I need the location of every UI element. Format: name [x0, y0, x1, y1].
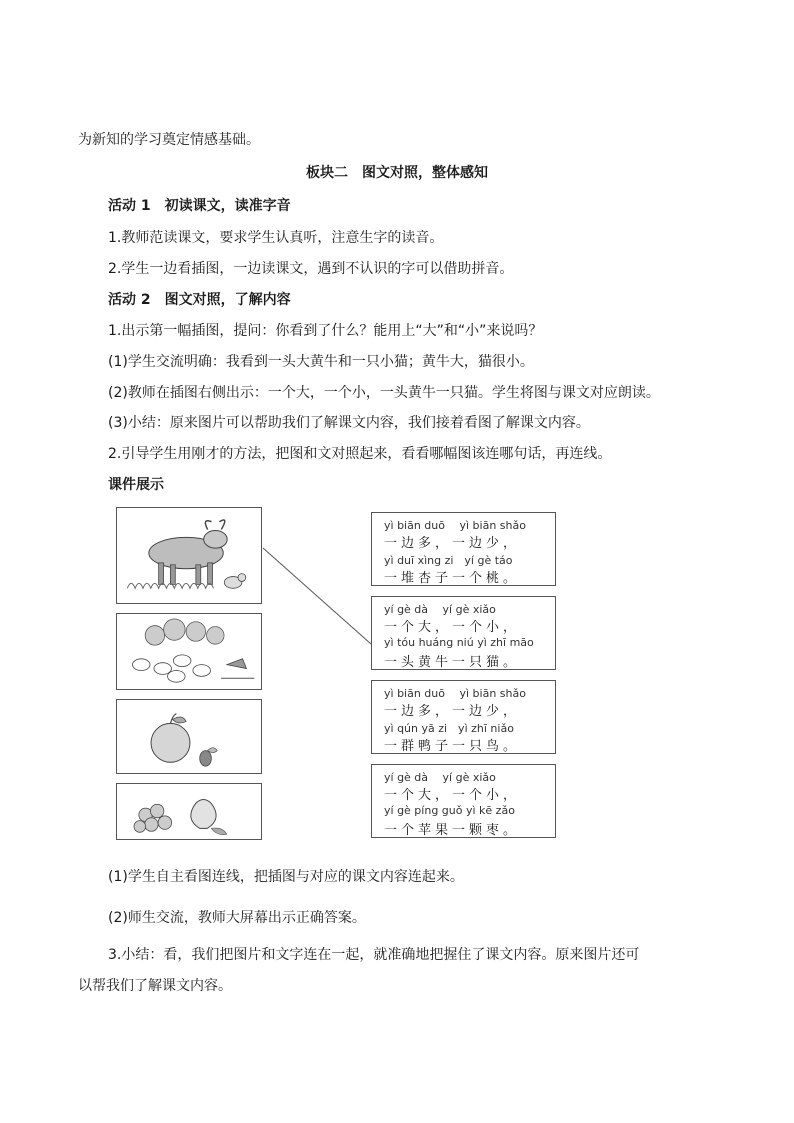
card2-pinyin-1: yí gè dà yí gè xiǎo [384, 603, 496, 616]
activity1-step-2: 2.学生一边看插图，一边读课文，遇到不认识的字可以借助拼音。 [108, 261, 514, 277]
card1-hanzi-1: 一边多，一边少， [384, 536, 521, 551]
activity2-step-1b: (2)教师在插图右侧出示：一个大，一个小，一头黄牛一只猫。学生将图与课文对应朗读。 [108, 385, 660, 401]
card3-pinyin-2: yì qún yā zi yì zhī niǎo [384, 722, 514, 735]
card3-hanzi-2: 一群鸭子一只鸟。 [384, 739, 521, 754]
card3-pinyin-1: yì biān duō yì biān shǎo [384, 687, 526, 700]
summary-line-2: 以帮我们了解课文内容。 [78, 978, 232, 994]
text-card-4 [371, 764, 556, 838]
card1-hanzi-2: 一堆杏子一个桃。 [384, 571, 521, 586]
activity1-title: 活动 1 初读课文，读准字音 [108, 198, 291, 214]
section-title: 板块二 图文对照，整体感知 [306, 165, 488, 181]
card2-hanzi-2: 一头黄牛一只猫。 [384, 655, 521, 670]
card1-pinyin-1: yì biān duō yì biān shǎo [384, 519, 526, 532]
text-card-3 [371, 680, 556, 754]
summary-line-1: 3.小结：看，我们把图片和文字连在一起，就准确地把握住了课文内容。原来图片还可 [108, 947, 640, 963]
activity1-step-1: 1.教师范读课文，要求学生认真听，注意生字的读音。 [108, 230, 444, 246]
activity2-title: 活动 2 图文对照，了解内容 [108, 292, 291, 308]
text-card-1 [371, 512, 556, 586]
after-step-1: (1)学生自主看图连线，把插图与对应的课文内容连起来。 [108, 869, 464, 885]
text-card-2 [371, 596, 556, 670]
card1-pinyin-2: yì duī xìng zi yí gè táo [384, 554, 513, 567]
intro-text: 为新知的学习奠定情感基础。 [78, 132, 260, 148]
activity2-step-1a: (1)学生交流明确：我看到一头大黄牛和一只小猫；黄牛大，猫很小。 [108, 354, 534, 370]
after-step-2: (2)师生交流，教师大屏幕出示正确答案。 [108, 910, 366, 926]
card4-hanzi-2: 一个苹果一颗枣。 [384, 823, 521, 838]
courseware-label: 课件展示 [108, 477, 164, 493]
card2-hanzi-1: 一个大，一个小， [384, 620, 521, 635]
card4-pinyin-1: yí gè dà yí gè xiǎo [384, 771, 496, 784]
card4-hanzi-1: 一个大，一个小， [384, 788, 521, 803]
card3-hanzi-1: 一边多，一边少， [384, 704, 521, 719]
activity2-step-2: 2.引导学生用刚才的方法，把图和文对照起来，看看哪幅图该连哪句话，再连线。 [108, 446, 612, 462]
activity2-step-1: 1.出示第一幅插图，提问：你看到了什么？能用上“大”和“小”来说吗？ [108, 323, 543, 339]
card4-pinyin-2: yí gè píng guǒ yì kē zǎo [384, 804, 515, 817]
card2-pinyin-2: yì tóu huáng niú yì zhī māo [384, 636, 534, 649]
activity2-step-1c: (3)小结：原来图片可以帮助我们了解课文内容，我们接着看图了解课文内容。 [108, 415, 590, 431]
